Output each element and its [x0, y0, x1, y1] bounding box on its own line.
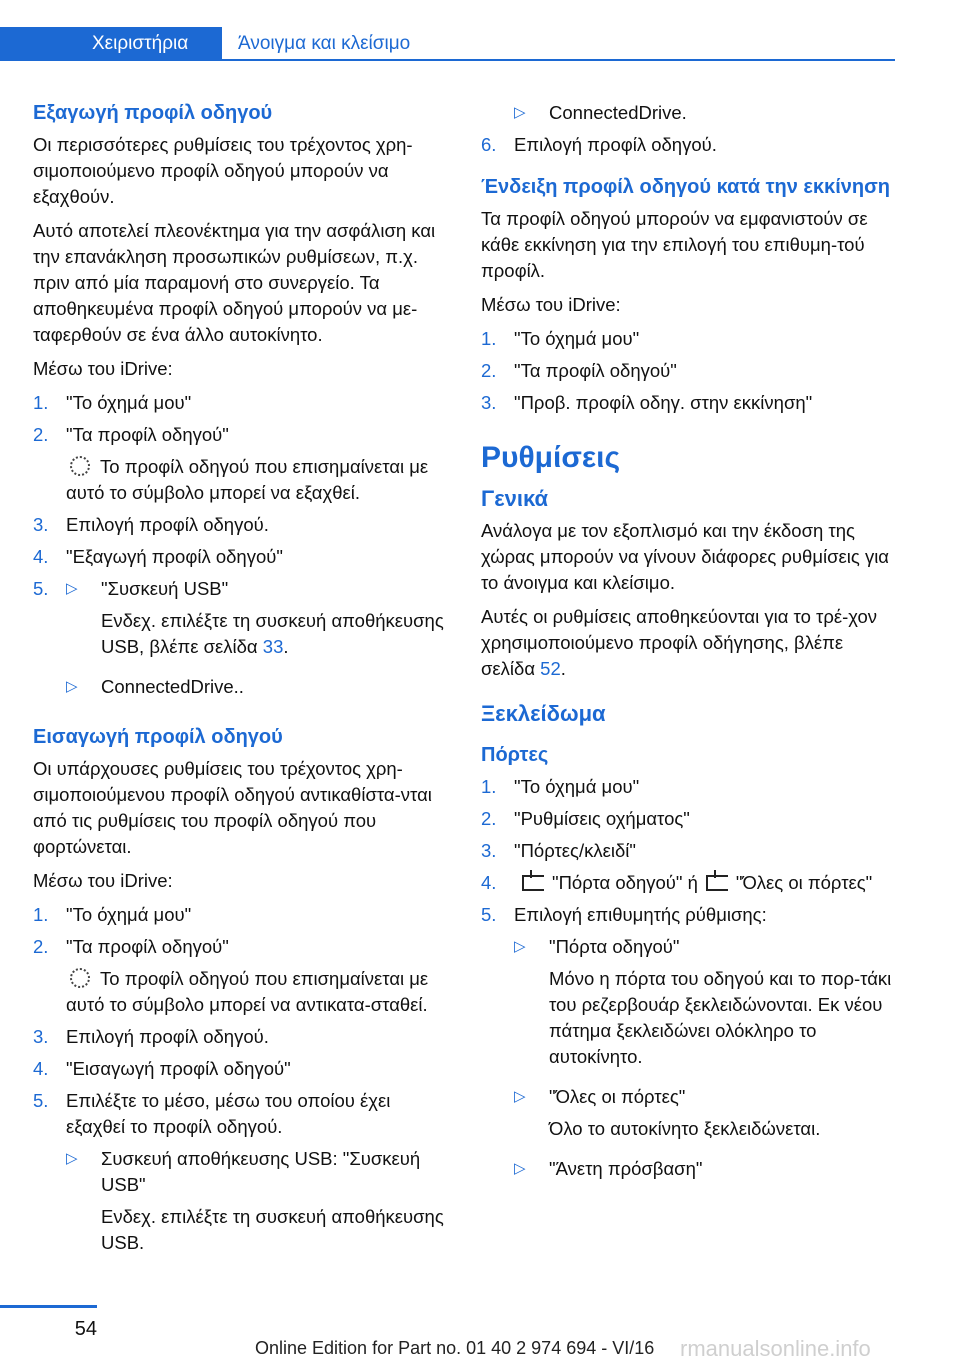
- list-item: 2. "Τα προφίλ οδηγού": [33, 424, 229, 445]
- list-item: ▷ "Πόρτα οδηγού": [481, 934, 896, 960]
- driver-door-icon: [522, 875, 544, 891]
- list-item: 4. "Πόρτα οδηγού" ή "Όλες οι πόρτες": [481, 872, 873, 893]
- general-p2: Αυτές οι ρυθμίσεις αποθηκεύονται για το τρέ-χον χρησιμοποιούμενο προφίλ οδήγησης, βλέπε σελίδα 52.: [481, 606, 878, 679]
- export-title: Εξαγωγή προφίλ οδηγού: [33, 102, 273, 124]
- triangle-bullet-icon: ▷: [514, 1160, 526, 1177]
- footer-rule: [0, 1305, 97, 1308]
- list-item: 1. "Το όχημά μου": [33, 392, 192, 413]
- list-item: 5. Επιλέξτε το μέσο, μέσω του οποίου έχει εξαχθεί το προφίλ οδηγού.: [33, 1090, 391, 1137]
- triangle-bullet-icon: ▷: [66, 1150, 78, 1167]
- header-rule: [222, 59, 895, 61]
- doors-title: Πόρτες: [481, 744, 549, 766]
- list-item: 3. "Προβ. προφίλ οδηγ. στην εκκίνηση": [481, 392, 813, 413]
- list-item: 1. "Το όχημά μου": [481, 776, 640, 797]
- watermark: rmanualsonline.info: [680, 1336, 871, 1361]
- list-item: 5. Επιλογή επιθυμητής ρύθμισης:: [481, 904, 767, 925]
- right-column: [481, 100, 896, 1188]
- list-item: 2. "Τα προφίλ οδηγού": [481, 360, 677, 381]
- unlock-title: Ξεκλείδωμα: [481, 701, 606, 726]
- import-title: Εισαγωγή προφίλ οδηγού: [33, 726, 283, 748]
- list-item: ▷ ConnectedDrive..: [33, 674, 448, 700]
- list-item: ▷ ConnectedDrive.: [481, 100, 896, 126]
- list-item: 3. Επιλογή προφίλ οδηγού.: [33, 1026, 269, 1047]
- import-via: Μέσω του iDrive:: [33, 870, 173, 891]
- triangle-bullet-icon: ▷: [514, 1088, 526, 1105]
- list-item: 2. "Ρυθμίσεις οχήματος": [481, 808, 690, 829]
- header-section-title: Άνοιγμα και κλείσιμο: [238, 33, 411, 54]
- export-p2: Αυτό αποτελεί πλεονέκτημα για την ασφάλιση και την επανάκληση προσωπικών ρυθμίσεων, π.χ. πριν από μία παραμονή στο συνεργείο. Τα αποθηκευμένα προφίλ οδηγού μπορούν να με-ταφερθούν σε ένα άλλο αυτοκίνητο.: [33, 220, 436, 345]
- profile-symbol-icon: [70, 456, 90, 476]
- export-p1: Οι περισσότερες ρυθμίσεις του τρέχοντος χρη-σιμοποιούμενο προφίλ οδηγού μπορούν να εξαχθούν.: [33, 134, 413, 207]
- list-item: 2. "Τα προφίλ οδηγού": [33, 936, 229, 957]
- page-number: 54: [74, 1318, 97, 1340]
- header-tab-controls: Χειριστήρια: [0, 27, 222, 61]
- list-item: 4. "Εισαγωγή προφίλ οδηγού": [33, 1058, 291, 1079]
- triangle-bullet-icon: ▷: [66, 678, 78, 695]
- profile-symbol-icon: [70, 968, 90, 988]
- list-item: ▷ Συσκευή αποθήκευσης USB: "Συσκευή USB": [66, 1148, 421, 1195]
- list-item: 3. "Πόρτες/κλειδί": [481, 840, 636, 861]
- page-link[interactable]: 52: [540, 658, 561, 679]
- left-column: [33, 100, 448, 1270]
- list-item: ▷ "Άνετη πρόσβαση": [481, 1156, 896, 1182]
- triangle-bullet-icon: ▷: [514, 938, 526, 955]
- edition-text: Online Edition for Part no. 01 40 2 974 694 - VI/16: [255, 1338, 655, 1358]
- import-p1: Οι υπάρχουσες ρυθμίσεις του τρέχοντος χρη-σιμοποιούμενου προφίλ οδηγού αντικαθίστα-νται από τις ρυθμίσεις του προφίλ οδηγού που φορτώνεται.: [33, 758, 432, 857]
- opt2-sub: Όλο το αυτοκίνητο ξεκλειδώνεται.: [549, 1118, 821, 1139]
- export-via: Μέσω του iDrive:: [33, 358, 173, 379]
- list-item: ▷ "Όλες οι πόρτες": [481, 1084, 896, 1110]
- list-item: 1. "Το όχημά μου": [33, 904, 192, 925]
- export-note: Το προφίλ οδηγού που επισημαίνεται με αυτό το σύμβολο μπορεί να εξαχθεί.: [66, 456, 429, 503]
- usb-sub: Ενδεχ. επιλέξτε τη συσκευή αποθήκευσης USB, βλέπε σελίδα 33.: [101, 610, 444, 657]
- all-doors-icon: [706, 875, 728, 891]
- triangle-bullet-icon: ▷: [514, 104, 526, 121]
- display-via: Μέσω του iDrive:: [481, 294, 621, 315]
- list-item: 6. Επιλογή προφίλ οδηγού.: [481, 134, 717, 155]
- list-item: 4. "Εξαγωγή προφίλ οδηγού": [33, 546, 283, 567]
- list-item: 1. "Το όχημά μου": [481, 328, 640, 349]
- display-title: Ένδειξη προφίλ οδηγού κατά την εκκίνηση: [481, 176, 891, 198]
- import-usb-sub: Ενδεχ. επιλέξτε τη συσκευή αποθήκευσης USB.: [101, 1206, 444, 1253]
- triangle-bullet-icon: ▷: [66, 580, 78, 597]
- list-item: 5. ▷ "Συσκευή USB": [33, 576, 448, 602]
- list-item: 3. Επιλογή προφίλ οδηγού.: [33, 514, 269, 535]
- page-link[interactable]: 33: [262, 636, 284, 657]
- settings-title: Ρυθμίσεις: [481, 441, 621, 474]
- import-note: Το προφίλ οδηγού που επισημαίνεται με αυτό το σύμβολο μπορεί να αντικατα-σταθεί.: [66, 968, 429, 1015]
- page-header: [0, 27, 895, 61]
- general-title: Γενικά: [481, 486, 549, 511]
- display-p: Τα προφίλ οδηγού μπορούν να εμφανιστούν σε κάθε εκκίνηση για την επιλογή του επιθυμη-τού προφίλ.: [481, 208, 868, 281]
- opt1-sub: Μόνο η πόρτα του οδηγού και το πορ-τάκι του ρεζερβουάρ ξεκλειδώνονται. Εκ νέου πάτημα ξεκλειδώνει ολόκληρο το αυτοκίνητο.: [549, 968, 892, 1067]
- general-p1: Ανάλογα με τον εξοπλισμό και την έκδοση της χώρας μπορούν να γίνουν διάφορες ρυθμίσεις για το άνοιγμα και κλείσιμο.: [481, 520, 889, 593]
